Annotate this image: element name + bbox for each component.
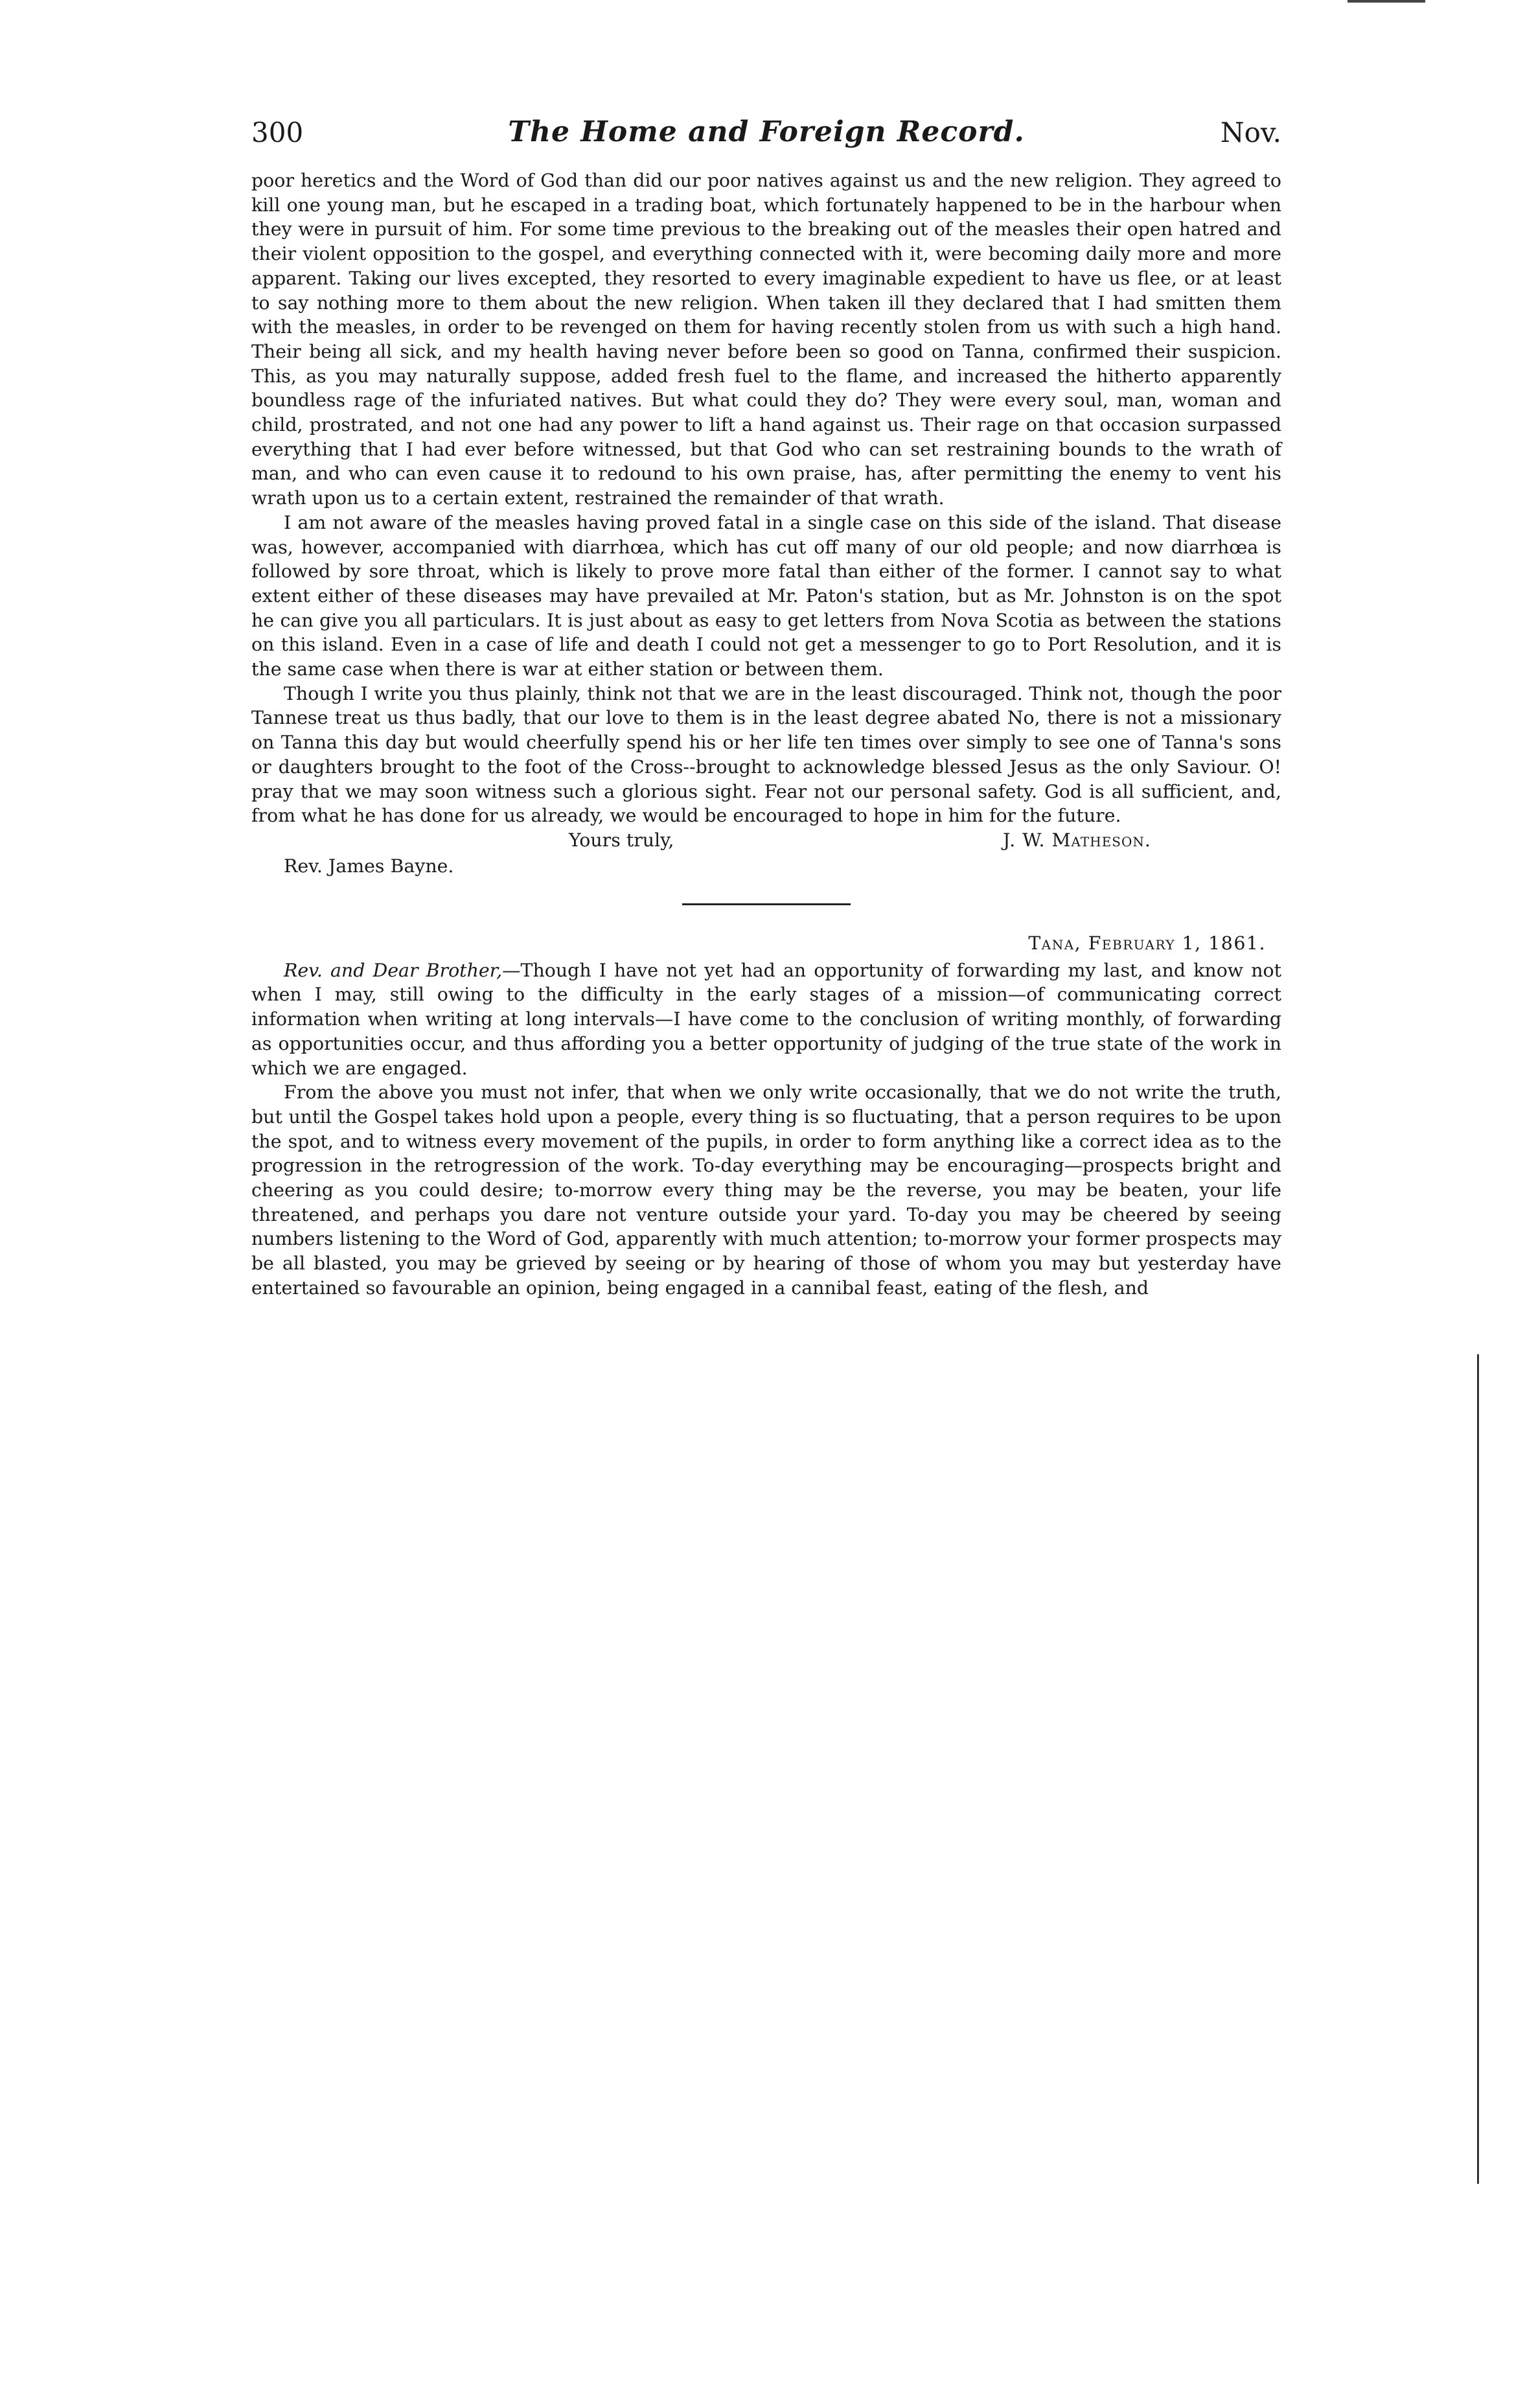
page [251, 110, 1281, 1301]
letter1-signature: J. W. Matheson. [1003, 829, 1151, 851]
letter1-paragraph-1: poor heretics and the Word of God than did our poor natives against us and the new religion. They agreed to kill one young man, but he escaped in a trading boat, which fortunately happened to be in the harbour when they were in pursuit of him. For some time previous to the breaking out of the measles their open hatred and their violent opposition to the gospel, and everything connected with it, were becoming daily more and more apparent. Taking our lives excepted, they resorted to every imaginable expedient to have us flee, or at least to say nothing more to them about the new religion. When taken ill they declared that I had smitten them with the measles, in order to be revenged on them for having recently stolen from us with such a high hand. Their being all sick, and my health having never before been so good on Tanna, confirmed their suspicion. This, as you may naturally suppose, added fresh fuel to the flame, and increased the hitherto apparently boundless rage of the infuriated natives. But what could they do? They were every soul, man, woman and child, prostrated, and not one had any power to lift a hand against us. Their rage on that occasion surpassed everything that I had ever before witnessed, but that God who can set restraining bounds to the wrath of man, and who can even cause it to redound to his own praise, has, after permitting the enemy to vent his wrath upon us to a certain extent, restrained the remainder of that wrath. [251, 170, 1281, 509]
running-head [251, 110, 1281, 168]
letter2-salutation: Rev. and Dear Brother, [284, 959, 503, 981]
letter1-closing: Yours truly, [569, 829, 674, 851]
letter2-paragraph-2: From the above you must not infer, that when we only write occasionally, that we do not write the truth, but until the Gospel takes hold upon a people, every thing is so fluctuating, that a person requires to be upon the spot, and to witness every movement of the pupils, in order to form anything like a correct idea as to the progression in the retrogression of the work. To-day everything may be encouraging—prospects bright and cheering as you could desire; to-morrow every thing may be the reverse, you may be beaten, your life threatened, and perhaps you dare not venture outside your yard. To-day you may be cheered by seeing numbers listening to the Word of God, apparently with much attention; to-morrow your former prospects may be all blasted, you may be grieved by seeing or by hearing of those of whom you may but yesterday have entertained so favourable an opinion, being engaged in a cannibal feast, eating of the flesh, and [251, 1082, 1281, 1299]
letter1-paragraph-3: Though I write you thus plainly, think not that we are in the least discouraged. Think not, though the poor Tannese treat us thus badly, that our love to them is in the least degree abated No, there is not a missionary on Tanna this day but would cheerfully spend his or her life ten times over simply to see one of Tanna's sons or daughters brought to the foot of the Cross--brought to acknowledge blessed Jesus as the only Saviour. O! pray that we may soon witness such a glorious sight. Fear not our personal safety. God is all sufficient, and, from what he has done for us already, we would be encouraged to hope in him for the future. [251, 682, 1281, 827]
letter2-paragraph-1-text: —Though I have not yet had an opportunity of forwarding my last, and know not when I may, still owing to the difficulty in the early stages of a mission—of communicating correct information when writing at long intervals—I have come to the conclusion of writing monthly, of forwarding as opportunities occur, and thus affording you a better opportunity of judging of the true state of the work in which we are engaged. [251, 959, 1281, 1079]
section-divider [682, 903, 851, 905]
scan-edge-mark [1347, 0, 1425, 3]
margin-rule [1477, 1354, 1479, 2184]
letter2-dateline: Tana, February 1, 1861. [1028, 932, 1266, 954]
letter1-recipient: Rev. James Bayne. [284, 855, 454, 877]
journal-title: The Home and Foreign Record. [508, 115, 1025, 148]
letter1-paragraph-2: I am not aware of the measles having proved fatal in a single case on this side of the island. That disease was, however, accompanied with diarrhœa, which has cut off many of our old people; and now diarrhœa is followed by sore throat, which is likely to prove more fatal than either of the former. I cannot say to what extent either of these diseases may have prevailed at Mr. Paton's station, but as Mr. Johnston is on the spot he can give you all particulars. It is just about as easy to get letters from Nova Scotia as between the stations on this island. Even in a case of life and death I could not get a messenger to go to Port Resolution, and it is the same case when there is war at either station or between them. [251, 511, 1281, 680]
letter2-paragraph-1 [251, 958, 1281, 1081]
page-number: 300 [251, 117, 304, 148]
issue-month: Nov. [1220, 117, 1281, 148]
letter1-signoff [251, 828, 1281, 854]
